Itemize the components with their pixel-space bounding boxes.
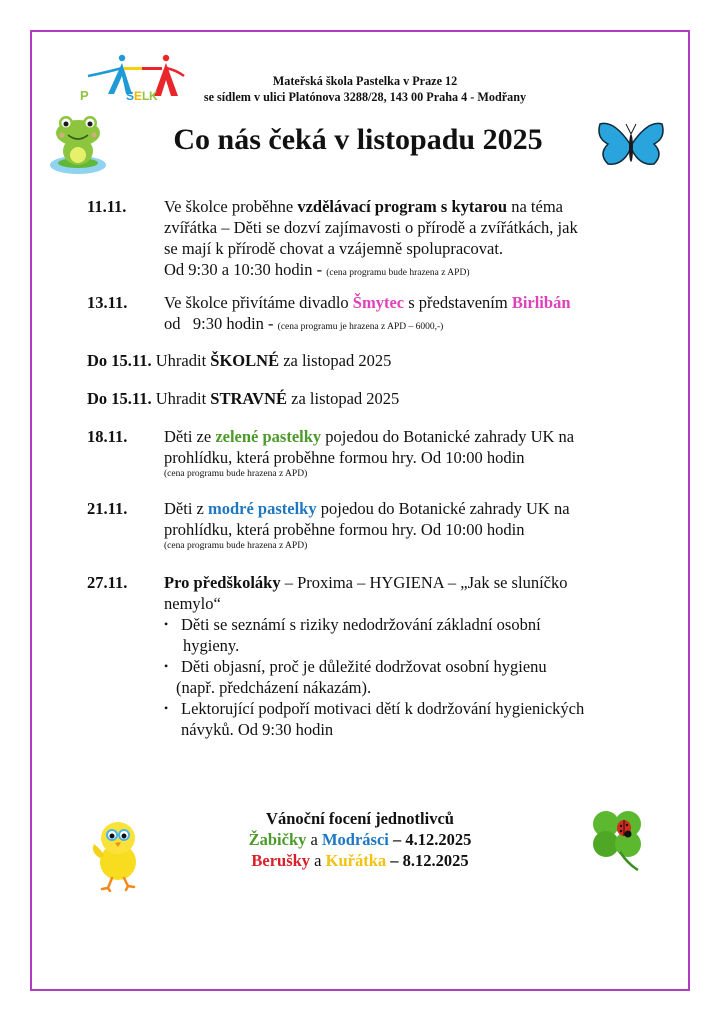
text: za listopad 2025 xyxy=(279,351,392,370)
page-title: Co nás čeká v listopadu 2025 xyxy=(173,123,543,156)
christmas-photo-section xyxy=(150,808,570,871)
highlight-text: ŠKOLNÉ xyxy=(210,351,280,370)
event-date: 13.11. xyxy=(87,293,128,312)
highlight-text: vzdělávací program s kytarou xyxy=(297,197,508,216)
svg-text:E: E xyxy=(134,89,143,103)
highlight-text: STRAVNÉ xyxy=(210,389,288,408)
group-name: zelené pastelky xyxy=(215,427,322,446)
event-date: 21.11. xyxy=(87,499,128,518)
event-body xyxy=(164,498,639,552)
text: a xyxy=(310,851,326,870)
text: a xyxy=(306,830,322,849)
text: Lektorující podpoří motivaci dětí k dodržování hygienických xyxy=(181,699,585,718)
payment-skolne xyxy=(87,350,391,371)
clover-ladybug-icon xyxy=(590,808,644,872)
list-item xyxy=(164,656,639,698)
text: Uhradit xyxy=(151,351,211,370)
text: – Proxima – HYGIENA – „Jak se sluníčko xyxy=(280,573,568,592)
event-date: 11.11. xyxy=(87,197,127,216)
photo-date: – 8.12.2025 xyxy=(386,851,469,870)
text: Děti z xyxy=(164,499,208,518)
group-name: Berušky xyxy=(251,851,311,870)
text: nemylo“ xyxy=(164,594,221,613)
price-note: (cena programu bude hrazena z APD) xyxy=(164,469,308,479)
text: prohlídku, která proběhne formou hry. Od 10:00 hodin xyxy=(164,448,525,467)
event-date: Do 15.11. xyxy=(87,351,152,370)
text: Ve školce proběhne xyxy=(164,197,298,216)
school-header xyxy=(186,73,544,105)
event-body xyxy=(164,572,639,740)
text: Ve školce přivítáme divadlo xyxy=(164,293,353,312)
svg-text:L: L xyxy=(142,89,150,103)
butterfly-icon xyxy=(596,120,666,172)
text: Děti ze xyxy=(164,427,216,446)
text: s představením xyxy=(404,293,512,312)
school-name: Mateřská škola Pastelka v Praze 12 xyxy=(272,74,458,88)
footer-row-1 xyxy=(150,829,570,850)
text: Děti se seznámí s riziky nedodržování základní osobní xyxy=(181,615,541,634)
event-date: Do 15.11. xyxy=(87,389,152,408)
photo-date: – 4.12.2025 xyxy=(388,830,472,849)
frog-icon xyxy=(48,113,108,175)
footer-row-2 xyxy=(150,850,570,871)
highlight-text: Pro předškoláky xyxy=(164,573,281,592)
price-note: (cena programu bude hrazena z APD) xyxy=(326,268,470,278)
event-body xyxy=(164,292,639,338)
list-item xyxy=(164,614,639,656)
text: pojedou do Botanické zahrady UK na xyxy=(316,499,570,518)
school-address: se sídlem v ulici Platónova 3288/28, 143 00 Praha 4 - Modřany xyxy=(203,90,527,104)
group-name: Žabičky xyxy=(248,830,307,849)
text: na téma xyxy=(507,197,563,216)
theatre-name: Šmytec xyxy=(352,293,405,312)
text: prohlídku, která proběhne formou hry. Od 10:00 hodin xyxy=(164,520,525,539)
list-item xyxy=(164,698,639,740)
svg-text:P: P xyxy=(80,88,89,103)
group-name: modré pastelky xyxy=(207,499,317,518)
chick-icon xyxy=(88,818,144,892)
event-body xyxy=(164,426,639,480)
text: návyků. Od 9:30 hodin xyxy=(181,720,334,739)
time-text: od 9:30 hodin - xyxy=(164,314,278,333)
text: se mají k přírodě chovat a vzájemně spolupracovat. xyxy=(164,239,504,258)
bullet-icon: • xyxy=(164,701,169,715)
time-text: Od 9:30 a 10:30 hodin - xyxy=(164,260,327,279)
bullet-icon: • xyxy=(164,617,169,631)
text: za listopad 2025 xyxy=(287,389,400,408)
group-name: Modrásci xyxy=(321,830,389,849)
svg-text:K: K xyxy=(149,89,158,103)
text: hygieny. xyxy=(183,636,240,655)
event-date: 27.11. xyxy=(87,573,128,592)
bullet-list xyxy=(164,614,639,740)
text: zvířátka – Děti se dozví zajímavosti o přírodě a zvířátkách, jak xyxy=(164,218,578,237)
show-name: Birlibán xyxy=(511,293,571,312)
event-date: 18.11. xyxy=(87,427,128,446)
price-note: (cena programu bude hrazena z APD) xyxy=(164,541,308,551)
payment-stravne xyxy=(87,388,399,409)
text: pojedou do Botanické zahrady UK na xyxy=(321,427,575,446)
bullet-icon: • xyxy=(164,659,169,673)
pastelka-logo-icon xyxy=(78,54,186,104)
text: Děti objasní, proč je důležité dodržovat osobní hygienu xyxy=(181,657,547,676)
text: (např. předcházení nákazám). xyxy=(176,678,372,697)
group-name: Kuřátka xyxy=(325,851,387,870)
text: Uhradit xyxy=(151,389,211,408)
svg-text:S: S xyxy=(126,89,135,103)
price-note: (cena programu je hrazena z APD – 6000,-) xyxy=(277,322,444,332)
footer-title: Vánoční focení jednotlivců xyxy=(266,809,454,828)
event-body xyxy=(164,196,639,284)
